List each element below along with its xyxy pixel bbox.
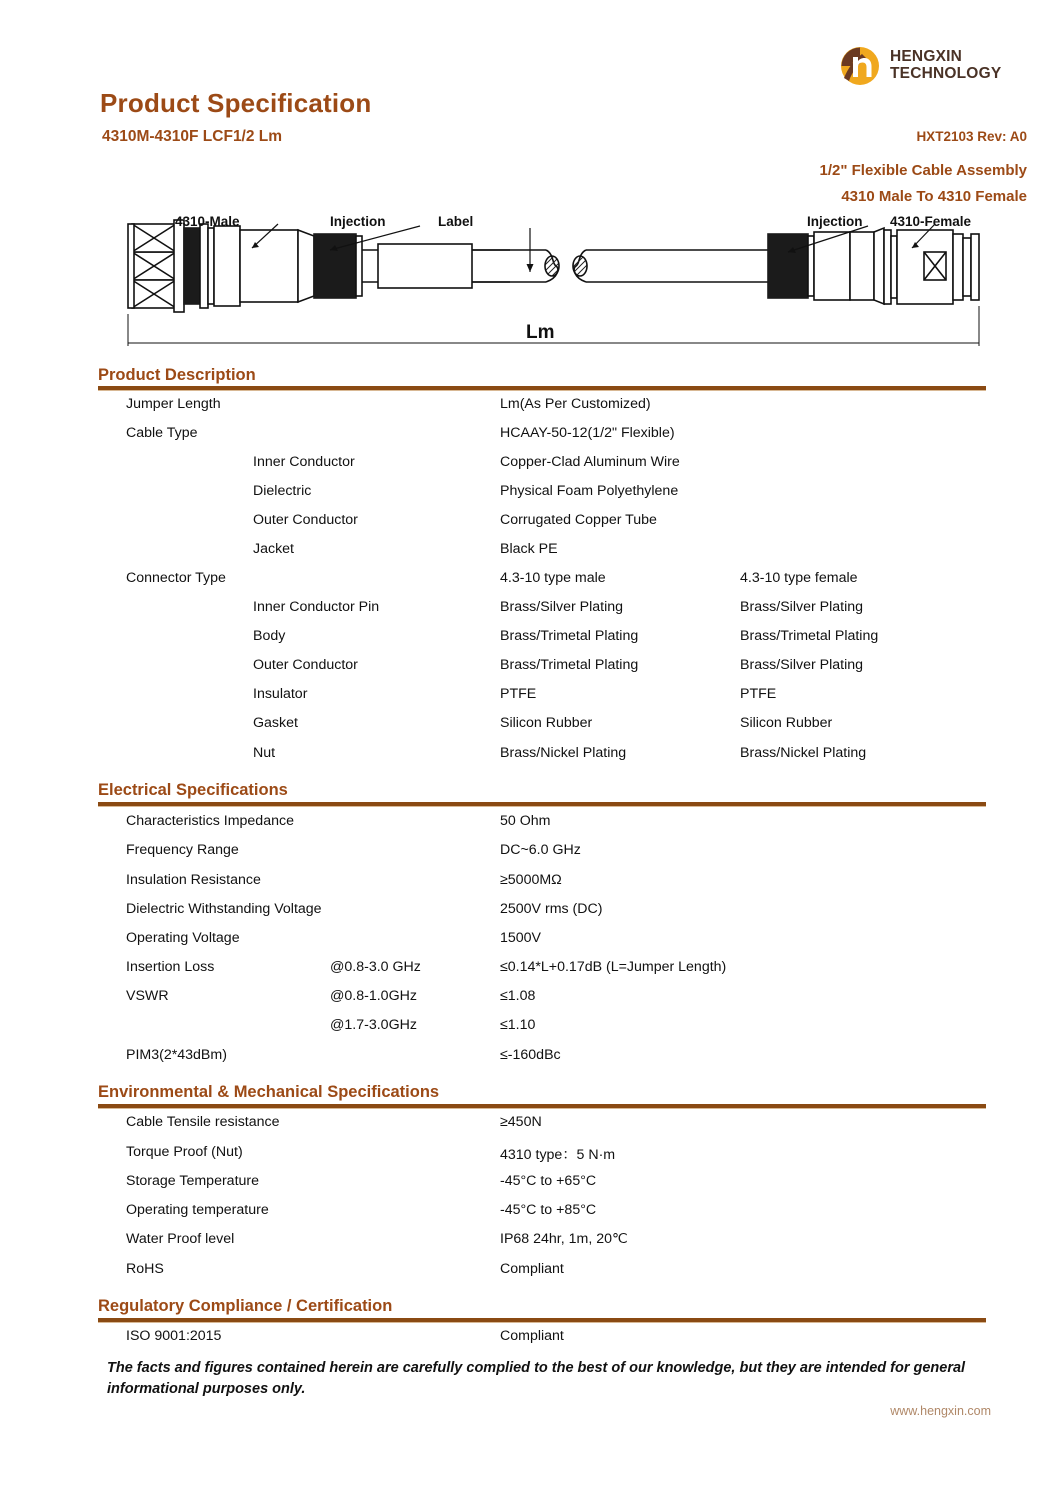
spec-label: ISO 9001:2015: [126, 1328, 222, 1344]
product-model-subtitle: 4310M-4310F LCF1/2 Lm: [102, 128, 283, 145]
dimension-label: Lm: [526, 322, 555, 343]
spec-value-male: PTFE: [500, 686, 537, 702]
spec-label: Water Proof level: [126, 1231, 235, 1247]
website-url: www.hengxin.com: [890, 1404, 991, 1418]
cable-assembly-diagram: [100, 206, 1010, 358]
section-divider-electrical-specifications: [98, 802, 986, 807]
callout-injection-left-label: Injection: [330, 214, 386, 229]
spec-value: IP68 24hr, 1m, 20℃: [500, 1231, 628, 1247]
spec-label: Characteristics Impedance: [126, 813, 294, 829]
spec-sublabel: Inner Conductor: [253, 454, 355, 470]
spec-value: -45°C to +65°C: [500, 1173, 597, 1189]
spec-value: Corrugated Copper Tube: [500, 512, 657, 528]
spec-sublabel: Outer Conductor: [253, 657, 358, 673]
section-heading-electrical-specifications: Electrical Specifications: [98, 781, 288, 799]
spec-value-female: Brass/Nickel Plating: [740, 745, 867, 761]
spec-sublabel: Outer Conductor: [253, 512, 358, 528]
spec-label: Storage Temperature: [126, 1173, 260, 1189]
spec-value: ≤1.10: [500, 1017, 536, 1033]
brand-logo: [838, 44, 1001, 88]
spec-label: Dielectric Withstanding Voltage: [126, 901, 322, 917]
spec-value: Lm(As Per Customized): [500, 396, 651, 412]
spec-label: Connector Type: [126, 570, 226, 586]
spec-value: ≥5000MΩ: [500, 872, 562, 888]
spec-value-male: Brass/Trimetal Plating: [500, 628, 639, 644]
spec-value: Physical Foam Polyethylene: [500, 483, 679, 499]
spec-value: 1500V: [500, 930, 542, 946]
spec-sublabel: Inner Conductor Pin: [253, 599, 380, 615]
callout-male-label: 4310-Male: [175, 214, 240, 229]
brand-name: [890, 49, 1001, 82]
section-divider-environmental-mechanical: [98, 1104, 986, 1109]
spec-label: Torque Proof (Nut): [126, 1144, 243, 1160]
spec-condition: @0.8-3.0 GHz: [330, 959, 421, 975]
spec-label: Cable Tensile resistance: [126, 1114, 280, 1130]
spec-value-male: 4.3-10 type male: [500, 570, 606, 586]
spec-condition: @0.8-1.0GHz: [330, 988, 417, 1004]
spec-sublabel: Dielectric: [253, 483, 312, 499]
spec-label: Frequency Range: [126, 842, 239, 858]
spec-sublabel: Body: [253, 628, 286, 644]
callout-female-label: 4310-Female: [890, 214, 972, 229]
callout-label-label: Label: [438, 214, 474, 229]
spec-condition: @1.7-3.0GHz: [330, 1017, 417, 1033]
page-title: Product Specification: [100, 88, 372, 118]
spec-label: VSWR: [126, 988, 169, 1004]
hengxin-circular-logo-icon: [838, 44, 882, 88]
spec-value: ≤1.08: [500, 988, 536, 1004]
assembly-description-line1: 1/2" Flexible Cable Assembly: [819, 162, 1027, 179]
brand-name-line1: HENGXIN: [890, 48, 963, 66]
section-heading-environmental-mechanical-specifications: Environmental & Mechanical Specifications: [98, 1083, 440, 1101]
spec-value: ≤-160dBc: [500, 1047, 561, 1063]
spec-sublabel: Jacket: [253, 541, 295, 557]
spec-value: ≤0.14*L+0.17dB (L=Jumper Length): [500, 959, 727, 975]
spec-value: 50 Ohm: [500, 813, 551, 829]
spec-value: Black PE: [500, 541, 558, 557]
spec-label: Insulation Resistance: [126, 872, 261, 888]
spec-value-female: 4.3-10 type female: [740, 570, 858, 586]
section-divider-regulatory-compliance: [98, 1318, 986, 1323]
section-heading-product-description: Product Description: [98, 366, 256, 384]
spec-value-female: Brass/Silver Plating: [740, 657, 864, 673]
spec-value: ≥450N: [500, 1114, 542, 1130]
spec-value: Compliant: [500, 1328, 564, 1344]
spec-value: Compliant: [500, 1261, 564, 1277]
spec-value-male: Brass/Nickel Plating: [500, 745, 627, 761]
spec-value: 2500V rms (DC): [500, 901, 603, 917]
spec-value-male: Brass/Silver Plating: [500, 599, 624, 615]
spec-value: -45°C to +85°C: [500, 1202, 597, 1218]
spec-label: Operating Voltage: [126, 930, 240, 946]
spec-value-male: Silicon Rubber: [500, 715, 593, 731]
spec-label: Cable Type: [126, 425, 198, 441]
section-divider-product-description: [98, 386, 986, 391]
spec-label: PIM3(2*43dBm): [126, 1047, 227, 1063]
spec-value-female: PTFE: [740, 686, 777, 702]
document-revision: HXT2103 Rev: A0: [916, 129, 1027, 144]
spec-sublabel: Insulator: [253, 686, 308, 702]
spec-label: RoHS: [126, 1261, 164, 1277]
spec-label: Operating temperature: [126, 1202, 269, 1218]
brand-name-line2: TECHNOLOGY: [890, 65, 1002, 82]
section-heading-regulatory-compliance: Regulatory Compliance / Certification: [98, 1297, 393, 1315]
disclaimer-text: The facts and figures contained herein are carefully complied to the best of our knowledge, but they are intended for general informational purposes only.: [107, 1360, 966, 1398]
spec-value-female: Brass/Silver Plating: [740, 599, 864, 615]
spec-value-female: Silicon Rubber: [740, 715, 833, 731]
spec-sublabel: Nut: [253, 745, 276, 761]
spec-value: Copper-Clad Aluminum Wire: [500, 454, 680, 470]
spec-label: Insertion Loss: [126, 959, 215, 975]
callout-injection-right-label: Injection: [807, 214, 863, 229]
spec-value-female: Brass/Trimetal Plating: [740, 628, 879, 644]
spec-value: 4310 type：5 N·m: [500, 1147, 616, 1163]
spec-label: Jumper Length: [126, 396, 221, 412]
spec-value: HCAAY-50-12(1/2" Flexible): [500, 425, 675, 441]
assembly-description-line2: 4310 Male To 4310 Female: [841, 188, 1027, 205]
spec-sublabel: Gasket: [253, 715, 298, 731]
spec-value-male: Brass/Trimetal Plating: [500, 657, 639, 673]
spec-value: DC~6.0 GHz: [500, 842, 581, 858]
